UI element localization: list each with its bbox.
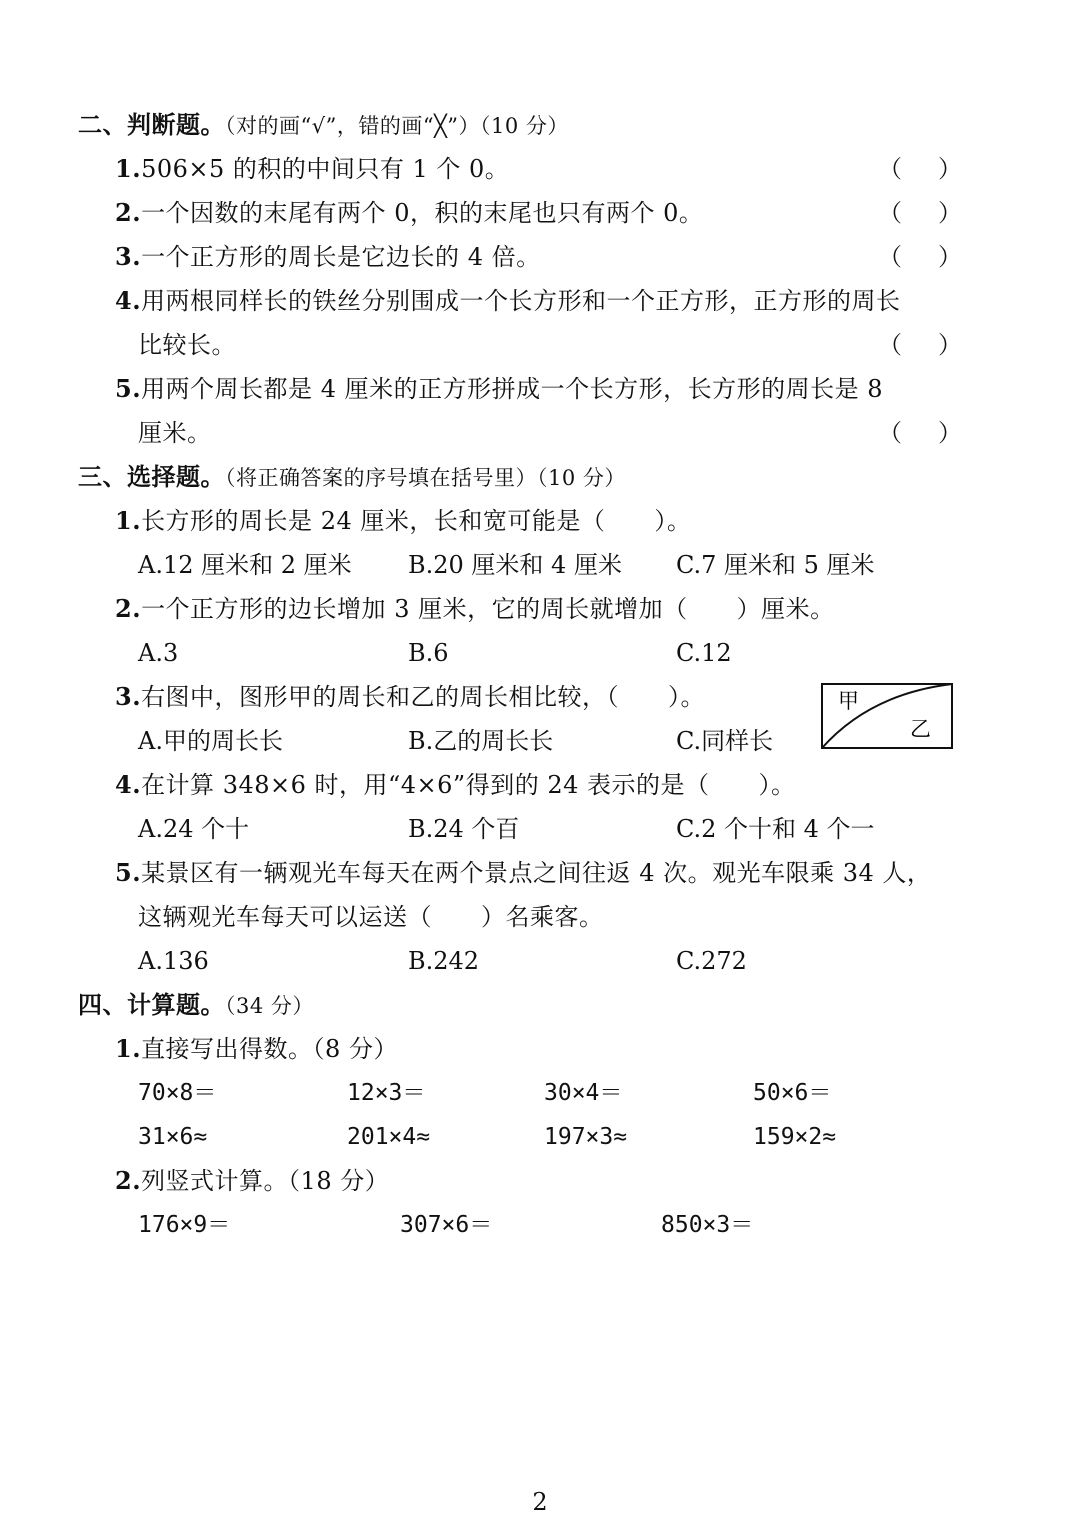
choice-4-option-c[interactable]: C.2 个十和 4 个一 [676, 815, 875, 843]
judge-item-4-cont: 比较长。 [138, 331, 236, 359]
calc-part-2-num: 2. [115, 1166, 142, 1195]
choice-4-option-a[interactable]: A.24 个十 [138, 815, 250, 843]
calc-part-1-text: 直接写出得数。（8 分） [141, 1035, 398, 1063]
paren-close: ） [938, 331, 962, 359]
paren-open: （ [878, 155, 902, 183]
calc-part-2 [115, 1166, 389, 1196]
section2-title: 二、判断题。 [78, 110, 225, 139]
judge-item-3-num: 3. [115, 242, 142, 271]
judge-item-2-num: 2. [115, 198, 142, 227]
calc-part-1 [115, 1034, 398, 1064]
section4-title: 四、计算题。 [78, 990, 225, 1019]
vertical-calc-3[interactable]: 850×3＝ [661, 1212, 754, 1238]
section3-note: （将正确答案的序号填在括号里）（10 分） [225, 466, 626, 490]
judge-item-3-text: 一个正方形的周长是它边长的 4 倍。 [141, 243, 541, 271]
choice-item-1-num: 1. [115, 506, 142, 535]
choice-4-option-b[interactable]: B.24 个百 [408, 815, 520, 843]
judge-item-4-text: 用两根同样长的铁丝分别围成一个长方形和一个正方形，正方形的周长 [141, 287, 901, 315]
choice-item-3-num: 3. [115, 682, 142, 711]
choice-2-option-b[interactable]: B.6 [408, 639, 449, 667]
judge-item-4-num: 4. [115, 286, 142, 315]
judge-item-1-num: 1. [115, 154, 142, 183]
choice-item-4-text: 在计算 348×6 时，用“4×6”得到的 24 表示的是（ ）。 [141, 771, 796, 799]
judge-item-3 [115, 242, 541, 272]
estimate-calc-2[interactable]: 201×4≈ [347, 1124, 431, 1150]
judge-item-2-text: 一个因数的末尾有两个 0，积的末尾也只有两个 0。 [141, 199, 704, 227]
section2-note: （对的画“√”，错的画“╳”）（10 分） [225, 114, 569, 138]
choice-item-4-num: 4. [115, 770, 142, 799]
judge-item-5-text: 用两个周长都是 4 厘米的正方形拼成一个长方形，长方形的周长是 8 [141, 375, 883, 403]
choice-1-option-c[interactable]: C.7 厘米和 5 厘米 [676, 551, 875, 579]
paren-close: ） [938, 243, 962, 271]
judge-item-5-cont: 厘米。 [138, 419, 212, 447]
oral-calc-3[interactable]: 30×4＝ [544, 1080, 623, 1106]
choice-item-3 [115, 682, 705, 712]
choice-1-option-a[interactable]: A.12 厘米和 2 厘米 [138, 551, 352, 579]
choice-3-option-b[interactable]: B.乙的周长长 [408, 727, 554, 755]
paren-open: （ [878, 331, 902, 359]
choice-item-1 [115, 506, 691, 536]
choice-item-1-text: 长方形的周长是 24 厘米，长和宽可能是（ ）。 [141, 507, 692, 535]
section4-note: （34 分） [225, 994, 314, 1018]
vertical-calc-2[interactable]: 307×6＝ [400, 1212, 493, 1238]
judge-item-2 [115, 198, 703, 228]
estimate-calc-4[interactable]: 159×2≈ [753, 1124, 837, 1150]
paren-open: （ [878, 243, 902, 271]
vertical-calc-1[interactable]: 176×9＝ [138, 1212, 231, 1238]
choice-item-3-text: 右图中，图形甲的周长和乙的周长相比较，（ ）。 [141, 683, 706, 711]
judge-item-1-text: 506×5 的积的中间只有 1 个 0。 [141, 155, 510, 183]
paren-close: ） [938, 419, 962, 447]
figure-label-b: 乙 [910, 717, 931, 741]
estimate-calc-1[interactable]: 31×6≈ [138, 1124, 208, 1150]
choice-item-5 [115, 858, 931, 888]
choice-item-2-num: 2. [115, 594, 142, 623]
oral-calc-4[interactable]: 50×6＝ [753, 1080, 832, 1106]
choice-item-4 [115, 770, 796, 800]
section3-title: 三、选择题。 [78, 462, 225, 491]
section4-heading [78, 990, 314, 1021]
choice-1-option-b[interactable]: B.20 厘米和 4 厘米 [408, 551, 622, 579]
figure-label-a: 甲 [838, 689, 859, 713]
perimeter-figure [820, 682, 954, 752]
choice-item-5-text: 某景区有一辆观光车每天在两个景点之间往返 4 次。观光车限乘 34 人， [141, 859, 932, 887]
choice-item-5-num: 5. [115, 858, 142, 887]
choice-5-option-c[interactable]: C.272 [676, 947, 747, 975]
choice-2-option-a[interactable]: A.3 [138, 639, 179, 667]
choice-2-option-c[interactable]: C.12 [676, 639, 732, 667]
choice-item-2-text: 一个正方形的边长增加 3 厘米，它的周长就增加（ ）厘米。 [141, 595, 835, 623]
oral-calc-1[interactable]: 70×8＝ [138, 1080, 217, 1106]
section3-heading [78, 462, 626, 493]
choice-item-5-cont: 这辆观光车每天可以运送（ ）名乘客。 [138, 903, 604, 931]
calc-part-2-text: 列竖式计算。（18 分） [141, 1167, 390, 1195]
paren-open: （ [878, 419, 902, 447]
section2-heading [78, 110, 569, 141]
choice-5-option-b[interactable]: B.242 [408, 947, 480, 975]
judge-item-5-num: 5. [115, 374, 142, 403]
judge-item-4 [115, 286, 901, 316]
choice-item-2 [115, 594, 835, 624]
judge-item-5 [115, 374, 883, 404]
choice-3-option-c[interactable]: C.同样长 [676, 727, 774, 755]
estimate-calc-3[interactable]: 197×3≈ [544, 1124, 628, 1150]
paren-close: ） [938, 199, 962, 227]
paren-open: （ [878, 199, 902, 227]
choice-3-option-a[interactable]: A.甲的周长长 [138, 727, 283, 755]
judge-item-1 [115, 154, 509, 184]
calc-part-1-num: 1. [115, 1034, 142, 1063]
page-number: 2 [532, 1488, 548, 1516]
oral-calc-2[interactable]: 12×3＝ [347, 1080, 426, 1106]
choice-5-option-a[interactable]: A.136 [138, 947, 209, 975]
paren-close: ） [938, 155, 962, 183]
